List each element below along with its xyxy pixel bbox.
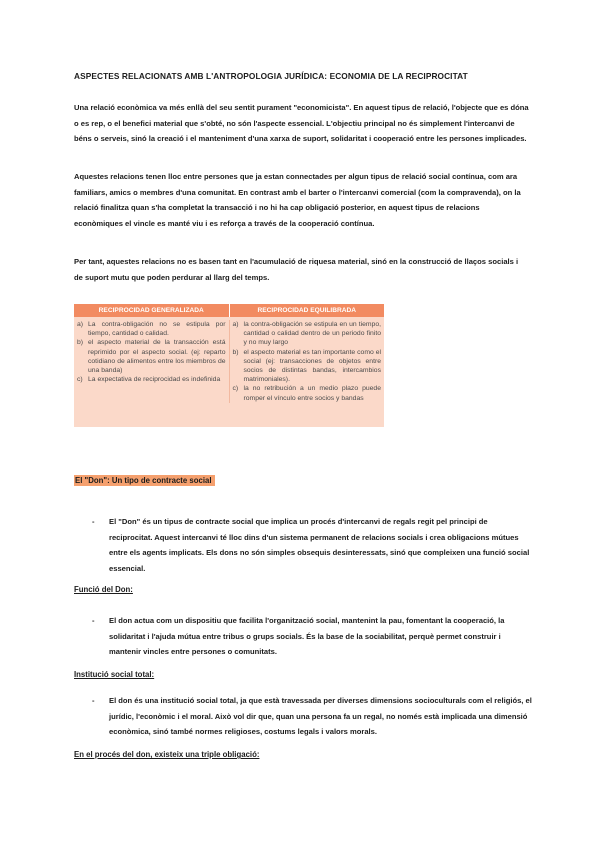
paragraph-economic-relation: Una relació econòmica va més enllà del seu sentit purament "economicista". En aquest tipus de relació, l'objecte que es dóna o es rep, o el benefici material que s'obté, no són l'aspecte essencial. L'objectiu principal no és simplement l'intercanvi de béns o serveis, sinó la creació i el manteniment d'una xarxa de suport, solidaritat i cooperació entre les persones implicades. (74, 103, 529, 144)
paragraph-social-relations: Aquestes relacions tenen lloc entre persones que ja estan connectades per algun tipus de relació social contínua, com ara familiars, amics o membres d'una comunitat. En contrast amb el barter o l'intercanvi comercial (com la compravenda), on la relació finalitza quan s'ha completat la transacció i no hi ha cap obligació posterior, en aquest tipus de relacions econòmiques el vincle es manté viu i es reforça a través de la cooperació contínua. (74, 172, 521, 228)
heading-don: El "Don": Un tipo de contracte social (74, 475, 215, 486)
item-text: La expectativa de reciprocidad es indefinida (88, 376, 221, 384)
bullet-dash: - (92, 616, 95, 625)
item-letter: c) (77, 376, 83, 384)
item-letter: b) (77, 339, 84, 347)
column-generalized (74, 320, 230, 403)
item-text: el aspecto material es tan importante como el social (ej: transacciones de objetos entre socios de distintas bandas, intercambios matrimoniales). (243, 348, 381, 384)
heading-proces: En el procés del don, existeix una triple obligació: (74, 750, 260, 759)
document-title: ASPECTES RELACIONATS AMB L'ANTROPOLOGIA JURÍDICA: ECONOMIA DE LA RECIPROCITAT (74, 71, 468, 81)
list-item (233, 348, 382, 385)
list-item (233, 320, 382, 348)
item-text: la contra-obligación se estipula en un tiempo, cantidad o calidad dentro de un periodo finito y no muy largo (243, 321, 381, 347)
paragraph-conclusion: Per tant, aquestes relacions no es basen tant en l'acumulació de riquesa material, sinó en la construcció de llaços socials i de suport mutu que poden perdurar al llarg del temps. (74, 257, 519, 282)
item-text: la no retribución a un medio plazo puede romper el vínculo entre socios y bandas (243, 385, 381, 402)
item-letter: a) (77, 321, 84, 328)
bullet-don (92, 514, 532, 576)
bullet-dash: - (92, 517, 95, 526)
item-letter: b) (232, 348, 239, 356)
table-body (74, 317, 384, 403)
item-text: el aspecto material de la transacción está reprimido por el aspecto social. (ej: reparto cotidiano de alimentos entre los miembros de una banda) (88, 339, 226, 375)
bullet-dash: - (92, 696, 95, 705)
heading-institucio: Institució social total: (74, 670, 155, 679)
bullet-text: El "Don" és un tipus de contracte social que implica un procés d'intercanvi de regals regit pel principi de reciprocitat. Aquest intercanvi té lloc dins d'un sistema permanent de relacions socials i crea obligacions mútues entre els agents implicats. Els dons no són simples obsequis desinteressats, sinó que compleixen una funció social essencial. (109, 517, 530, 573)
list-item (77, 375, 226, 384)
header-generalized: RECIPROCIDAD GENERALIZADA (74, 304, 230, 317)
table-header-row (74, 304, 384, 317)
list-item (77, 320, 226, 338)
item-letter: a) (232, 321, 239, 328)
list-item (233, 384, 382, 402)
bullet-text: El don és una institució social total, ja que està travessada per diverses dimensions socioculturals com el religiós, el jurídic, l'econòmic i el moral. Això vol dir que, quan una persona fa un regal, no només està implicada una dimensió econòmica, sinó també normes religioses, costums legals i valors morals. (109, 696, 532, 737)
column-balanced (230, 320, 385, 403)
bullet-funcio (92, 613, 532, 660)
header-balanced: RECIPROCIDAD EQUILIBRADA (257, 307, 357, 314)
item-letter: c) (232, 385, 239, 393)
list-item (77, 338, 226, 375)
bullet-text: El don actua com un dispositiu que facilita l'organització social, mantenint la pau, fomentant la cooperació, la solidaritat i l'ajuda mútua entre tribus o grups socials. És la base de la sociabilitat, perquè permet construir i mantenir vincles entre persones o comunitats. (109, 616, 505, 657)
bullet-institucio (92, 693, 532, 740)
item-text: La contra-obligación no se estipula por tiempo, cantidad o calidad. (88, 321, 226, 338)
heading-funcio: Funció del Don: (74, 585, 133, 594)
reciprocity-table (74, 304, 384, 427)
